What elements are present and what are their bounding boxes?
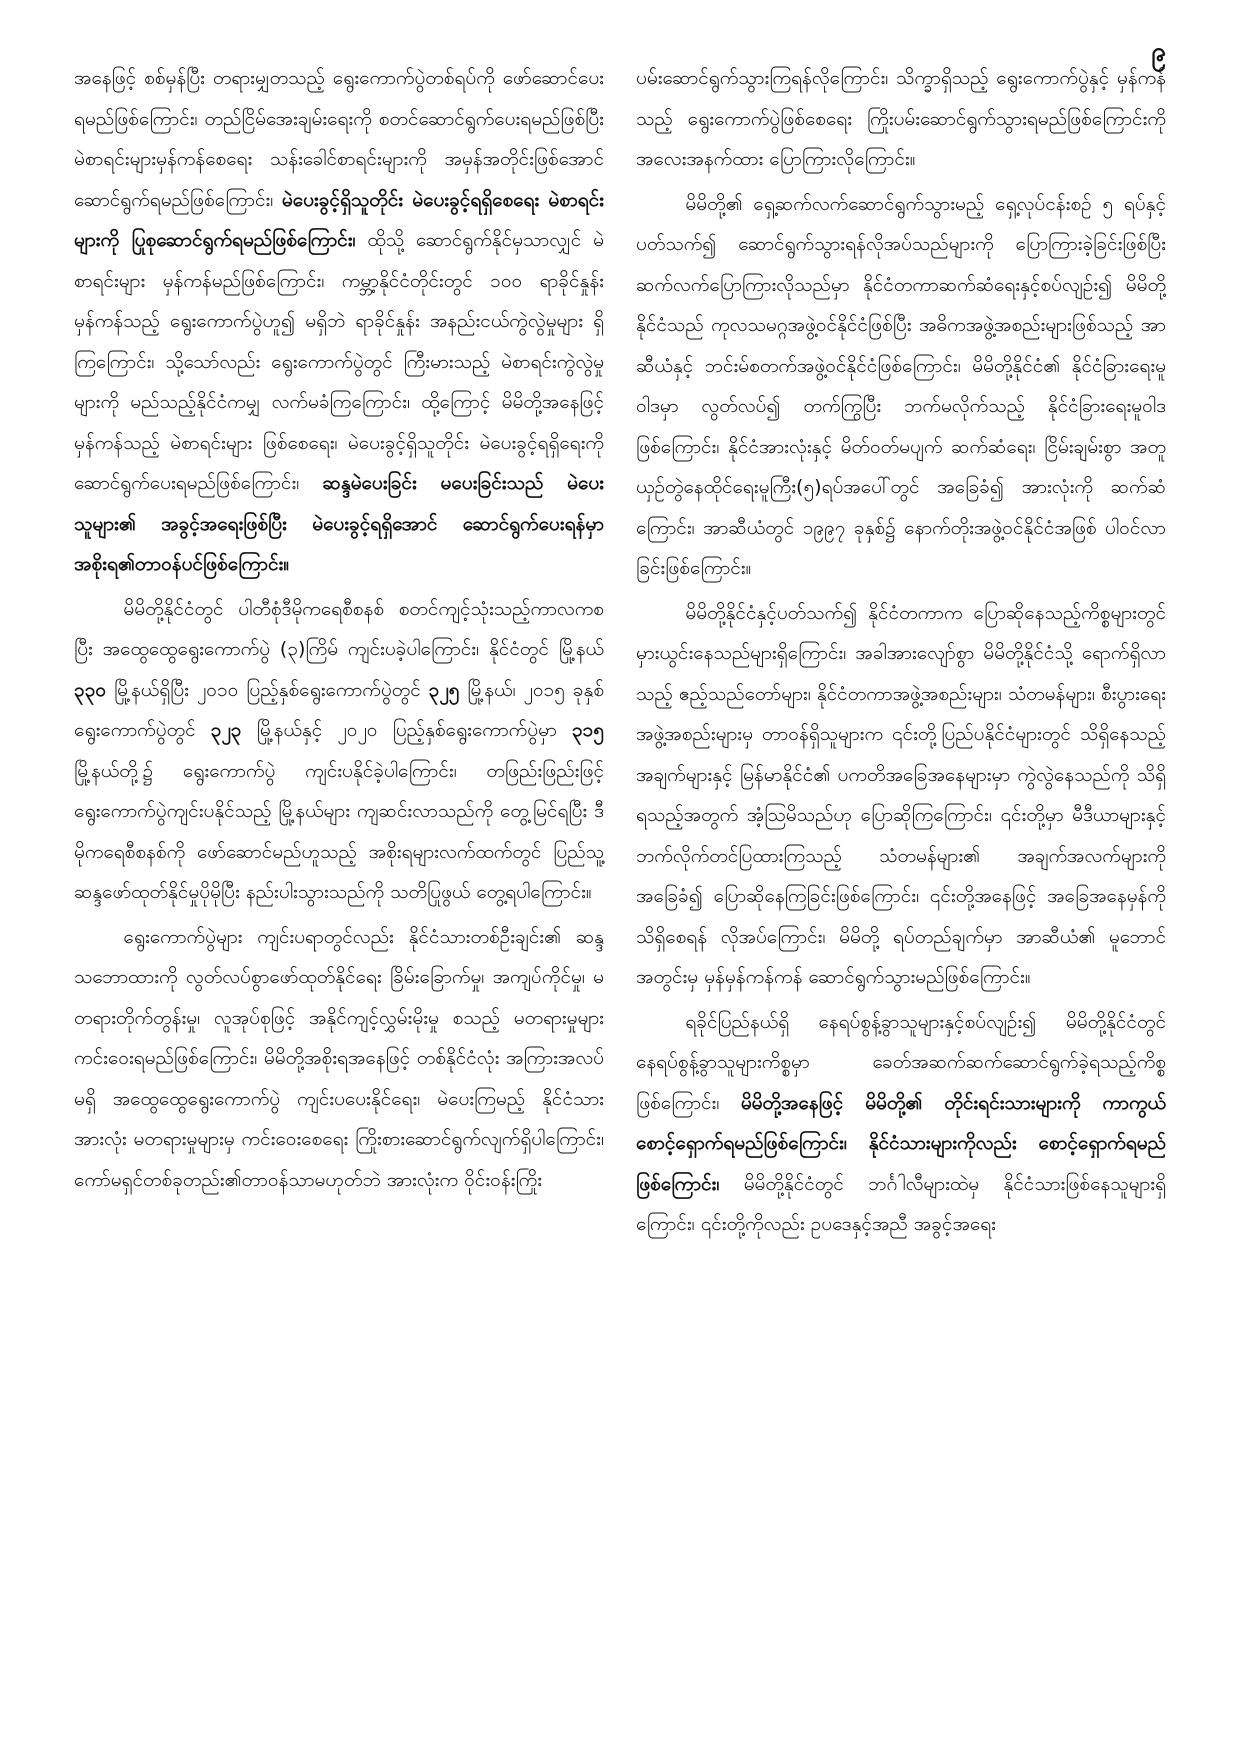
- townships-2015: ၃၂၃: [210, 719, 242, 741]
- two-column-body: [74, 58, 1166, 1698]
- paragraph-elections-history: မိမိတို့နိုင်ငံတွင် ပါတီစုံဒီမိုကရေစီစနစ် စတင်ကျင့်သုံးသည့်ကာလကစပြီး အထွေထွေရွေးကောက်ပွဲ (၃)ကြိမ် ကျင်းပခဲ့ပါကြောင်း၊ နိုင်ငံတွင် မြို့နယ် ၃၃၀ မြို့နယ်ရှိပြီး ၂၀၁၀ ပြည့်နှစ်ရွေးကောက်ပွဲတွင် ၃၂၅ မြို့နယ်၊ ၂၀၁၅ ခုနှစ် ရွေးကောက်ပွဲတွင် ၃၂၃ မြို့နယ်နှင့် ၂၀၂၀ ပြည့်နှစ်ရွေးကောက်ပွဲမှာ ၃၁၅ မြို့နယ်တို့၌ ရွေးကောက်ပွဲ ကျင်းပနိုင်ခဲ့ပါကြောင်း၊ တဖြည်းဖြည်းဖြင့် ရွေးကောက်ပွဲကျင်းပနိုင်သည့် မြို့နယ်များ ကျဆင်းလာသည်ကို တွေ့မြင်ရပြီး ဒီမိုကရေစီစနစ်ကို ဖော်ဆောင်မည်ဟူသည့် အစိုးရများလက်ထက်တွင် ပြည်သူ့ဆန္ဒဖော်ထုတ်နိုင်မှုပိုမိုပြီး နည်းပါးသွားသည်ကို သတိပြုဖွယ် တွေ့ရပါကြောင်း။: [74, 597, 605, 903]
- bold-protection-statement: မိမိတို့အနေဖြင့် မိမိတို့၏ တိုင်းရင်းသားများကို ကာကွယ်စောင့်ရှောက်ရမည်ဖြစ်ကြောင်း၊ နိုင်ငံသားများကိုလည်း စောင့်ရှောက်ရမည်ဖြစ်ကြောင်း၊: [636, 1091, 1166, 1195]
- bold-government-duty-statement: ဆန္ဒမဲပေးခြင်း မပေးခြင်းသည် မဲပေးသူများ၏ အခွင့်အရေးဖြစ်ပြီး မဲပေးခွင့်ရရှိအောင် ဆောင်ရွက်ပေးရန်မှာ အစိုးရ၏တာဝန်ပင်ဖြစ်ကြောင်း။: [74, 472, 604, 575]
- page-number: ၉: [1151, 37, 1166, 67]
- paragraph-international-misperceptions: မိမိတို့နိုင်ငံနှင့်ပတ်သက်၍ နိုင်ငံတကာက ပြောဆိုနေသည့်ကိစ္စများတွင် မှားယွင်းနေသည်များရှိကြောင်း၊ အခါအားလျော်စွာ မိမိတို့နိုင်ငံသို့ ရောက်ရှိလာသည့် ဧည့်သည်တော်များ၊ နိုင်ငံတကာအဖွဲ့အစည်းများ၊ သံတမန်များ၊ စီးပွားရေးအဖွဲ့အစည်းများမှ တာဝန်ရှိသူများက ၎င်းတို့ပြည်ပနိုင်ငံများတွင် သိရှိနေသည့်အချက်များနှင့် မြန်မာနိုင်ငံ၏ ပကတိအခြေအနေများမှာ ကွဲလွဲနေသည်ကို သိရှိရသည့်အတွက် အံ့ဩမိသည်ဟု ပြောဆိုကြကြောင်း၊ ၎င်းတို့မှာ မီဒီယာများနှင့် ဘက်လိုက်တင်ပြထားကြသည့် သံတမန်များ၏ အချက်အလက်များကို အခြေခံ၍ ပြောဆိုနေကြခြင်းဖြစ်ကြောင်း၊ ၎င်းတို့အနေဖြင့် အခြေအနေမှန်ကို သိရှိစေရန် လိုအပ်ကြောင်း၊ မိမိတို့ ရပ်တည်ချက်မှာ အာဆီယံ၏ မူဘောင်အတွင်းမှ မှန်မှန်ကန်ကန် ဆောင်ရွက်သွားမည်ဖြစ်ကြောင်း။: [636, 601, 1166, 988]
- paragraph-free-voting: ရွေးကောက်ပွဲများ ကျင်းပရာတွင်လည်း နိုင်ငံသားတစ်ဦးချင်း၏ ဆန္ဒသဘောထားကို လွတ်လပ်စွာဖော်ထုတ်နိုင်ရေး ခြိမ်းခြောက်မှု၊ အကျပ်ကိုင်မှု၊ မတရားတိုက်တွန်းမှု၊ လူအုပ်စုဖြင့် အနိုင်ကျင့်လွှမ်းမိုးမှု စသည့် မတရားမှုများ ကင်းဝေးရမည်ဖြစ်ကြောင်း၊ မိမိတို့အစိုးရအနေဖြင့် တစ်နိုင်ငံလုံး အကြားအလပ်မရှိ အထွေထွေရွေးကောက်ပွဲ ကျင်းပပေးနိုင်ရေး၊ မဲပေးကြမည့် နိုင်ငံသားအားလုံး မတရားမှုများမှ ကင်းဝေးစေရေး ကြိုးစားဆောင်ရွက်လျက်ရှိပါကြောင်း၊ ကော်မရှင်တစ်ခုတည်း၏တာဝန်သာမဟုတ်ဘဲ အားလုံးက ဝိုင်းဝန်းကြိုး: [74, 925, 604, 1191]
- paragraph-displaced-persons: ရခိုင်ပြည်နယ်ရှိ နေရပ်စွန့်ခွာသူများနှင့်စပ်လျဉ်း၍ မိမိတို့နိုင်ငံတွင် နေရပ်စွန့်ခွာသူများကိစ္စမှာ ခေတ်အဆက်ဆက်ဆောင်ရွက်ခဲ့ရသည့်ကိစ္စဖြစ်ကြောင်း၊ မိမိတို့အနေဖြင့် မိမိတို့၏ တိုင်းရင်းသားများကို ကာကွယ်စောင့်ရှောက်ရမည်ဖြစ်ကြောင်း၊ နိုင်ငံသားများကိုလည်း စောင့်ရှောက်ရမည်ဖြစ်ကြောင်း၊ မိမိတို့နိုင်ငံတွင် ဘင်္ဂါလီများထဲမှ နိုင်ငံသားဖြစ်နေသူများရှိကြောင်း၊ ၎င်းတို့ကိုလည်း ဥပဒေနှင့်အညီ အခွင့်အရေး: [636, 1010, 1166, 1235]
- paragraph-continuation: ပမ်းဆောင်ရွက်သွားကြရန်လိုကြောင်း၊ သိက္ခာရှိသည့် ရွေးကောက်ပွဲနှင့် မှန်ကန်သည့် ရွေးကောက်ပွဲဖြစ်စေရေး ကြိုးပမ်းဆောင်ရွက်သွားရမည်ဖြစ်ကြောင်းကို အလေးအနက်ထား ပြောကြားလိုကြောင်း။: [636, 67, 1166, 170]
- bold-voting-right-statement: မဲပေးခွင့်ရှိသူတိုင်း မဲပေးခွင့်ရရှိစေရေး မဲစာရင်းများကို ပြုစုဆောင်ရွက်ရမည်ဖြစ်ကြောင်း၊: [74, 188, 604, 251]
- township-count: ၃၃၀: [74, 678, 107, 701]
- right-column: [636, 58, 1166, 1698]
- townships-2020: ၃၁၅: [571, 719, 604, 741]
- left-column: [74, 58, 604, 1698]
- townships-2010: ၃၂၅: [428, 678, 460, 701]
- paragraph-electoral-roll: အနေဖြင့် စစ်မှန်ပြီး တရားမျှတသည့် ရွေးကောက်ပွဲတစ်ရပ်ကို ဖော်ဆောင်ပေးရမည်ဖြစ်ကြောင်း၊ တည်ငြိမ်အေးချမ်းရေးကို စတင်ဆောင်ရွက်ပေးရမည်ဖြစ်ပြီး မဲစာရင်းများမှန်ကန်စေရေး သန်းခေါင်စာရင်းများကို အမှန်အတိုင်းဖြစ်အောင် ဆောင်ရွက်ရမည်ဖြစ်ကြောင်း၊ မဲပေးခွင့်ရှိသူတိုင်း မဲပေးခွင့်ရရှိစေရေး မဲစာရင်းများကို ပြုစုဆောင်ရွက်ရမည်ဖြစ်ကြောင်း၊ ထိုသို့ ဆောင်ရွက်နိုင်မှသာလျှင် မဲစာရင်းများ မှန်ကန်မည်ဖြစ်ကြောင်း၊ ကမ္ဘာ့နိုင်ငံတိုင်းတွင် ၁၀၀ ရာခိုင်နှုန်းမှန်ကန်သည့် ရွေးကောက်ပွဲဟူ၍ မရှိဘဲ ရာခိုင်နှုန်း အနည်းငယ်ကွဲလွဲမှုများ ရှိကြကြောင်း၊ သို့သော်လည်း ရွေးကောက်ပွဲတွင် ကြီးမားသည့် မဲစာရင်းကွဲလွဲမှုများကို မည်သည့်နိုင်ငံကမျှ လက်မခံကြကြောင်း၊ ထို့ကြောင့် မိမိတို့အနေဖြင့် မှန်ကန်သည့် မဲစာရင်းများ ဖြစ်စေရေး၊ မဲပေးခွင့်ရှိသူတိုင်း မဲပေးခွင့်ရရှိရေးကို ဆောင်ရွက်ပေးရမည်ဖြစ်ကြောင်း၊ ဆန္ဒမဲပေးခြင်း မပေးခြင်းသည် မဲပေးသူများ၏ အခွင့်အရေးဖြစ်ပြီး မဲပေးခွင့်ရရှိအောင် ဆောင်ရွက်ပေးရန်မှာ အစိုးရ၏တာဝန်ပင်ဖြစ်ကြောင်း။: [74, 67, 605, 575]
- paragraph-foreign-relations: မိမိတို့၏ ရှေ့ဆက်လက်ဆောင်ရွက်သွားမည့် ရှေ့လုပ်ငန်းစဉ် ၅ ရပ်နှင့်ပတ်သက်၍ ဆောင်ရွက်သွားရန်လိုအပ်သည်များကို ပြောကြားခဲ့ခြင်းဖြစ်ပြီး ဆက်လက်ပြောကြားလိုသည်မှာ နိုင်ငံတကာဆက်ဆံရေးနှင့်စပ်လျဉ်း၍ မိမိတို့နိုင်ငံသည် ကုလသမဂ္ဂအဖွဲ့ဝင်နိုင်ငံဖြစ်ပြီး အဓိကအဖွဲ့အစည်းများဖြစ်သည့် အာဆီယံနှင့် ဘင်းမ်စတက်အဖွဲ့ဝင်နိုင်ငံဖြစ်ကြောင်း၊ မိမိတို့နိုင်ငံ၏ နိုင်ငံခြားရေးမူဝါဒမှာ လွတ်လပ်၍ တက်ကြွပြီး ဘက်မလိုက်သည့် နိုင်ငံခြားရေးမူဝါဒဖြစ်ကြောင်း၊ နိုင်ငံအားလုံးနှင့် မိတ်ဝတ်မပျက် ဆက်ဆံရေး၊ ငြိမ်းချမ်းစွာ အတူယှဉ်တွဲနေထိုင်ရေးမူကြီး(၅)ရပ်အပေါ်တွင် အခြေခံ၍ အားလုံးကို ဆက်ဆံကြောင်း၊ အာဆီယံတွင် ၁၉၉၇ ခုနှစ်၌ နောက်တိုးအဖွဲ့ဝင်နိုင်ငံအဖြစ် ပါဝင်လာခြင်းဖြစ်ကြောင်း။: [636, 192, 1166, 579]
